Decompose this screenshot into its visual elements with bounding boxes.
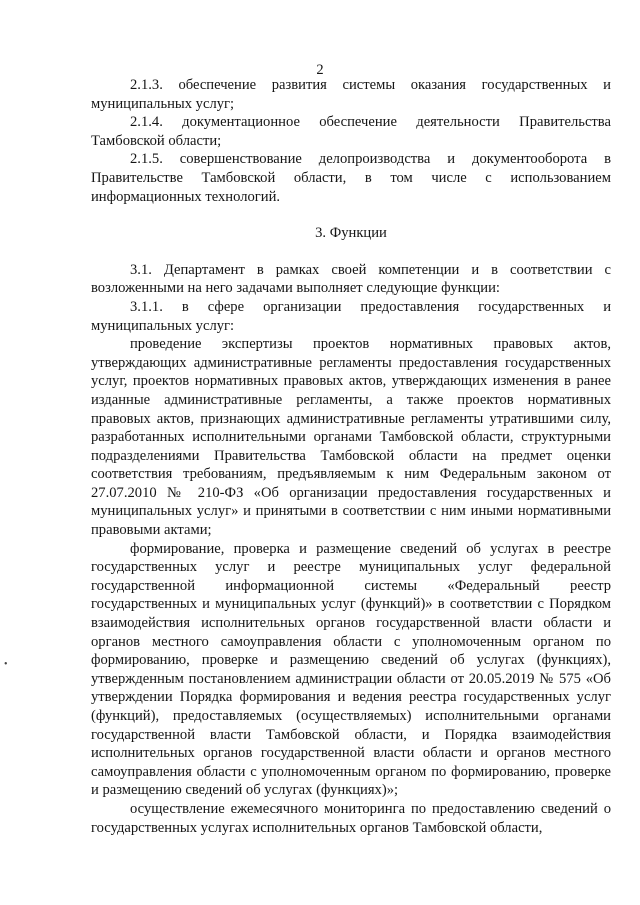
- page-number: 2: [316, 62, 324, 78]
- paragraph-registry: формирование, проверка и размещение сведений об услугах в реестре государственных услуг и реестре муниципальных услуг федеральной государственной информационной системы «Федеральный реестр государственных и муниципальных услуг (функций)» в соответствии с Порядком взаимодействия исполнительных органов государственной власти области и органов местного самоуправления области с уполномоченным органом по формированию, проверке и размещению сведений об услугах (функциях), утвержденным постановлением администрации области от 20.05.2019 № 575 «Об утверждении Порядка формирования и ведения реестра государственных услуг (функций), предоставляемых (осуществляемых) исполнительными органами государственной власти Тамбовской области, и Порядка взаимодействия исполнительных органов государственной власти области и органов местного самоуправления области с уполномоченным органом по формированию, проверке и размещению сведений об услугах (функциях)»;: [91, 540, 611, 799]
- scan-edge-mark: •: [4, 659, 8, 670]
- paragraph-2-1-5: 2.1.5. совершенствование делопроизводства и документооборота в Правительстве Тамбовской области, в том числе с использованием информационных технологий.: [91, 151, 611, 205]
- paragraph-2-1-3: 2.1.3. обеспечение развития системы оказания государственных и муниципальных услуг;: [91, 77, 611, 112]
- document-body: [91, 76, 611, 837]
- paragraph-3-1: 3.1. Департамент в рамках своей компетенции и в соответствии с возложенными на него задачами выполняет следующие функции:: [91, 261, 611, 297]
- paragraph-3-1-1: 3.1.1. в сфере организации предоставления государственных и муниципальных услуг:: [91, 298, 611, 334]
- paragraph-monitoring: осуществление ежемесячного мониторинга по предоставлению сведений о государственных услугах исполнительных органов Тамбовской области,: [91, 800, 611, 836]
- section-heading: 3. Функции: [315, 225, 387, 242]
- paragraph-2-1-4: 2.1.4. документационное обеспечение деятельности Правительства Тамбовской области;: [91, 114, 611, 149]
- paragraph-expertise: проведение экспертизы проектов нормативных правовых актов, утверждающих административные регламенты предоставления государственных услуг, проектов нормативных правовых актов, утверждающих изменения в ранее изданные административные регламенты, а также проектов нормативных правовых актов, признающих административные регламенты утратившими силу, разработанных исполнительными органами Тамбовской области, структурными подразделениями Правительства Тамбовской области на предмет оценки соответствия требованиям, предъявляемым к ним Федеральным законом от 27.07.2010 № 210-ФЗ «Об организации предоставления государственных и муниципальных услуг» и принятыми в соответствии с ним иными нормативными правовыми актами;: [91, 336, 611, 539]
